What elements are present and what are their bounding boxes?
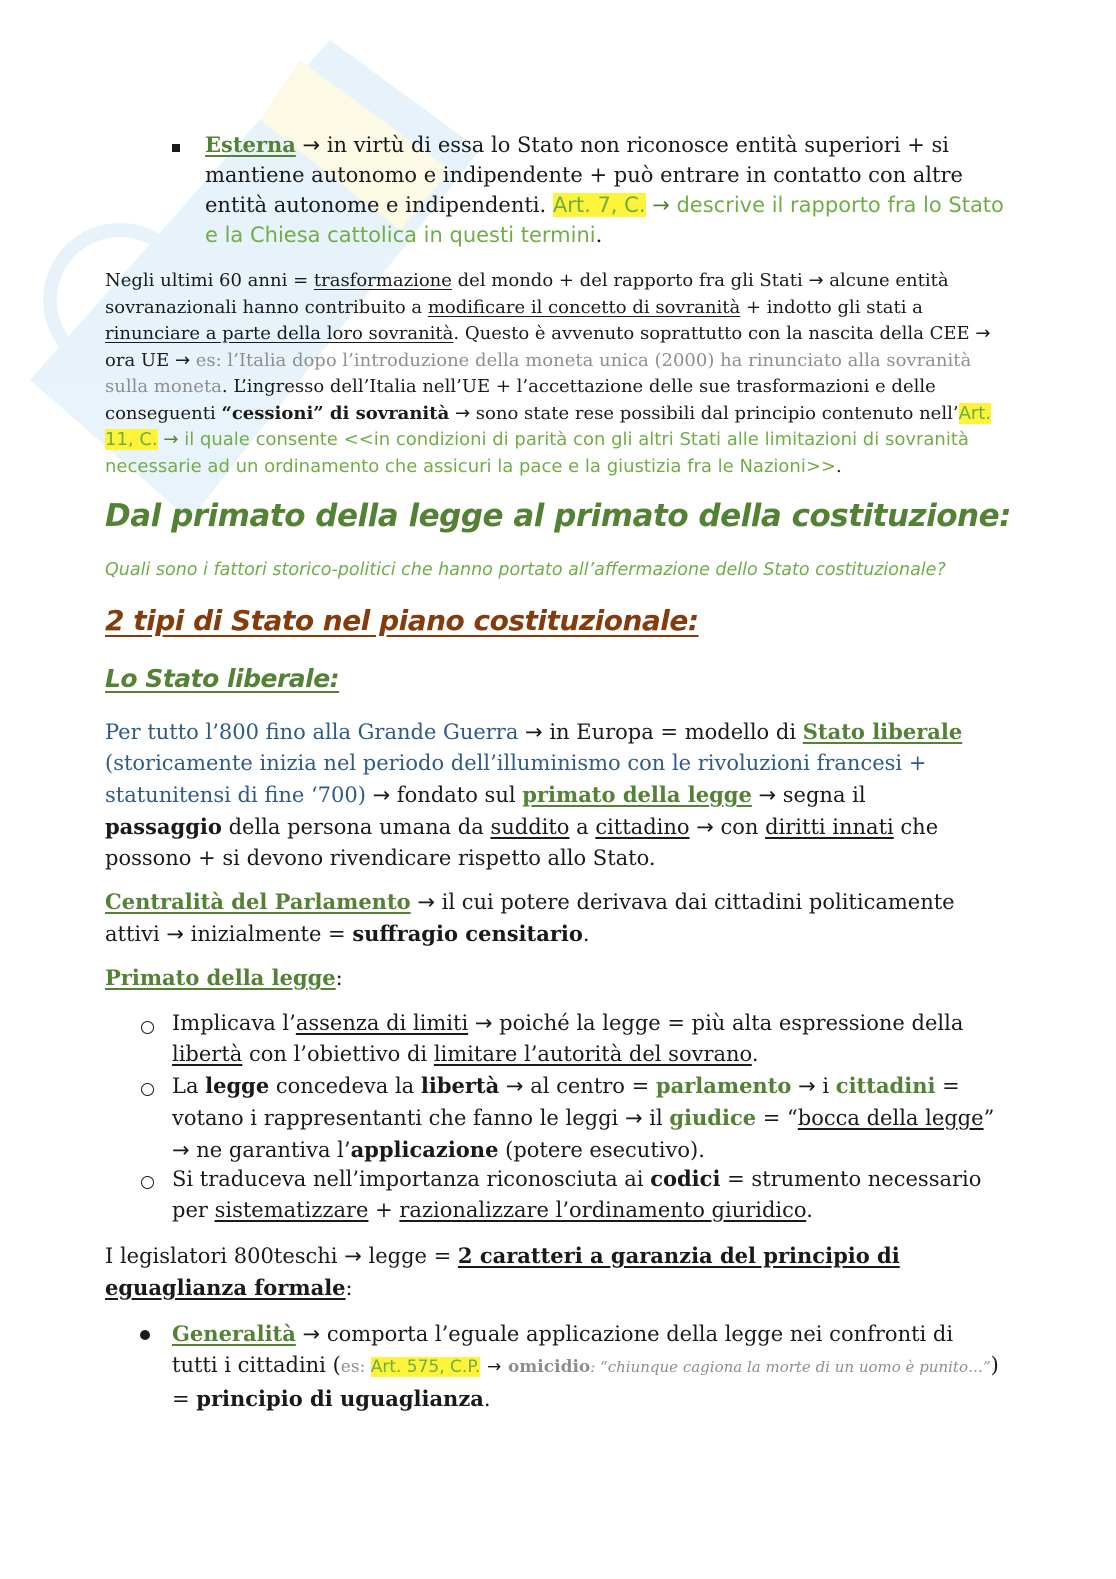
text-run: I legislatori 800teschi: [105, 1244, 345, 1268]
text-run: modificare il concetto di sovranità: [427, 296, 741, 318]
text-run: legge =: [361, 1244, 458, 1268]
text-run: concedeva la: [269, 1074, 421, 1098]
esterna-paragraph: [205, 130, 1005, 250]
legislatori-paragraph: [105, 1240, 985, 1304]
bullet-marker: [141, 1021, 154, 1034]
text-run: codici: [650, 1166, 721, 1191]
text-run: applicazione: [350, 1137, 499, 1162]
text-run: cittadino: [595, 815, 690, 839]
text-run: :: [335, 966, 343, 990]
text-run: con l’obiettivo di: [242, 1042, 434, 1066]
text-run: con: [713, 815, 766, 839]
text-run: “cessioni” di sovranità: [221, 402, 450, 424]
arrow-icon: →: [652, 193, 670, 217]
text-run: Primato della legge: [105, 965, 336, 990]
text-run: omicidio: [507, 1357, 591, 1377]
arrow-icon: →: [525, 720, 543, 744]
primato-item-1: [172, 1008, 1002, 1070]
arrow-icon: →: [758, 783, 777, 807]
arrow-icon: →: [808, 270, 824, 291]
text-run: primato della legge: [522, 782, 752, 807]
arrow-icon: →: [163, 429, 179, 450]
text-run: :: [345, 1276, 353, 1300]
example-text: es: l’Italia dopo l’introduzione della moneta unica (2000) ha rinunciato alla sovranità sulla moneta: [105, 349, 972, 397]
primato-item-3: [172, 1163, 1002, 1226]
text-run: .: [582, 922, 590, 946]
text-run: suffragio censitario: [352, 921, 583, 946]
text-run: in Europa = modello di: [542, 720, 803, 744]
text-run: + indotto gli stati a: [740, 296, 923, 318]
text-run: assenza di limiti: [295, 1011, 469, 1035]
parlamento-paragraph: [105, 886, 1005, 950]
text-run: (storicamente inizia nel periodo dell’illuminismo con le rivoluzioni francesi + statunitensi di fine ‘700): [105, 751, 927, 807]
subtitle-question: Quali sono i fattori storico-politici che hanno portato all’affermazione dello Stato costituzionale?: [105, 560, 946, 580]
arrow-icon: →: [344, 1244, 362, 1268]
text-run: trasformazione: [313, 270, 452, 291]
subsection-heading: Lo Stato liberale:: [105, 664, 340, 693]
arrow-icon: →: [624, 1106, 643, 1130]
text-run: 2 caratteri a garanzia del principio di eguaglianza formale: [105, 1243, 900, 1300]
text-run: il: [642, 1106, 670, 1130]
text-run: a: [569, 815, 596, 839]
text-run: . L’ingresso dell’Italia nell’UE + l’accettazione delle sue trasformazioni e delle conseguenti: [105, 376, 936, 424]
text-run: segna il: [776, 783, 866, 807]
text-run: descrive il rapporto fra lo Stato e la Chiesa cattolica in questi termini: [205, 193, 1004, 247]
arrow-icon: →: [417, 890, 435, 914]
article-reference: Art. 7, C.: [552, 193, 646, 217]
primato-item-2: [172, 1070, 1002, 1166]
text-run: libertà: [172, 1042, 243, 1066]
text-run: che possono + si devono rivendicare rispetto allo Stato.: [105, 815, 939, 870]
text-run: sono state rese possibili dal principio contenuto nell’: [470, 402, 959, 424]
esterna-term: Esterna: [205, 132, 296, 157]
arrow-icon: →: [166, 922, 184, 946]
stato-liberale-paragraph: [105, 716, 985, 874]
arrow-icon: →: [454, 402, 471, 424]
text-run: = votano i rappresentanti che fanno le leggi: [172, 1074, 960, 1130]
arrow-icon: →: [302, 133, 321, 157]
text-run: razionalizzare l’ordinamento giuridico: [399, 1198, 807, 1222]
text-run: legge: [205, 1073, 270, 1098]
text-run: .: [806, 1198, 813, 1222]
text-run: suddito: [490, 815, 570, 839]
arrow-icon: →: [372, 783, 391, 807]
text-run: del mondo + del rapporto fra gli Stati: [451, 270, 809, 291]
text-run: Si traduceva nell’importanza riconosciuta ai: [172, 1167, 651, 1191]
text-run: inizialmente =: [183, 922, 353, 946]
bullet-marker: [172, 144, 180, 152]
text-run: limitare l’autorità del sovrano: [433, 1042, 752, 1066]
text-run: La: [172, 1074, 206, 1098]
generalita-item: [172, 1318, 1002, 1415]
text-run: alcune entità sovranazionali hanno contribuito a: [105, 270, 949, 318]
text-run: della persona umana da: [221, 815, 491, 839]
text-run: .: [483, 1387, 491, 1411]
text-run: diritti innati: [765, 815, 894, 839]
text-run: Negli ultimi 60 anni =: [105, 270, 314, 291]
arrow-icon: →: [474, 1011, 493, 1035]
arrow-icon: →: [505, 1074, 524, 1098]
text-run: .: [835, 455, 842, 477]
text-run: . Questo è avvenuto soprattutto con la nascita della CEE: [453, 323, 976, 344]
arrow-icon: →: [174, 349, 191, 371]
text-run: ne garantiva l’: [189, 1138, 351, 1162]
text-run: fondato sul: [390, 783, 523, 807]
section-heading: 2 tipi di Stato nel piano costituzionale:: [105, 604, 699, 637]
main-heading: Dal primato della legge al primato della costituzione:: [105, 498, 1011, 534]
text-run: rinunciare a parte della loro sovranità: [105, 323, 454, 344]
text-run: libertà: [420, 1073, 500, 1098]
arrow-icon: →: [975, 323, 991, 344]
text-run: Per tutto l’800 fino alla Grande Guerra: [105, 720, 526, 744]
text-run: principio di uguaglianza: [196, 1386, 484, 1411]
text-run: .: [595, 223, 603, 247]
text-run: giudice: [669, 1105, 757, 1130]
text-run: sistematizzare: [214, 1198, 369, 1222]
text-run: Stato liberale: [802, 719, 963, 744]
bullet-marker: [141, 1176, 154, 1189]
arrow-icon: →: [302, 1322, 321, 1346]
text-run: ora UE: [105, 349, 175, 371]
bullet-marker: [141, 1083, 154, 1096]
text-run: bocca della legge: [797, 1106, 984, 1130]
arrow-icon: →: [798, 1074, 816, 1098]
arrow-icon: →: [487, 1357, 502, 1377]
text-run: il cui potere derivava dai cittadini politicamente attivi: [105, 890, 955, 946]
text-run: poiché la legge = più alta espressione della: [492, 1011, 964, 1035]
text-run: comporta l’eguale applicazione della legge nei confronti di tutti i cittadini (: [172, 1322, 954, 1377]
text-run: cittadini: [835, 1073, 936, 1098]
text-run: Generalità: [172, 1321, 296, 1346]
text-run: (potere esecutivo).: [498, 1138, 705, 1162]
text-run: i: [815, 1074, 836, 1098]
article-reference: Art. 575, C.P.: [370, 1357, 481, 1377]
text-run: Implicava l’: [172, 1011, 296, 1035]
text-run: = strumento necessario per: [172, 1167, 982, 1222]
text-run: .: [751, 1042, 759, 1066]
arrow-icon: →: [172, 1138, 190, 1162]
arrow-icon: →: [696, 815, 714, 839]
text-run: : “chiunque cagiona la morte di un uomo è punito…”: [590, 1358, 991, 1376]
text-run: = “: [756, 1106, 798, 1130]
article-reference: Art. 11, C.: [105, 402, 992, 450]
bullet-marker: [140, 1330, 150, 1340]
text-run: passaggio: [105, 814, 222, 839]
text-run: es:: [340, 1357, 371, 1377]
text-run: parlamento: [655, 1073, 792, 1098]
text-run: in virtù di essa lo Stato non riconosce entità superiori + si mantiene autonomo e indipendente + può entrare in contatto con altre entità autonome e indipendenti.: [205, 133, 963, 217]
text-run: al centro =: [523, 1074, 656, 1098]
text-run: +: [368, 1198, 400, 1222]
trasformazione-paragraph: [105, 268, 1005, 480]
text-run: ) =: [172, 1353, 999, 1411]
text-run: ”: [983, 1106, 995, 1130]
primato-label: [105, 962, 1005, 994]
text-run: il quale consente <<in condizioni di parità con gli altri Stati alle limitazioni di sovranità necessarie ad un ordinamento che assicuri la pace e la giustizia fra le Nazioni>>: [105, 429, 969, 477]
text-run: Centralità del Parlamento: [105, 889, 411, 914]
